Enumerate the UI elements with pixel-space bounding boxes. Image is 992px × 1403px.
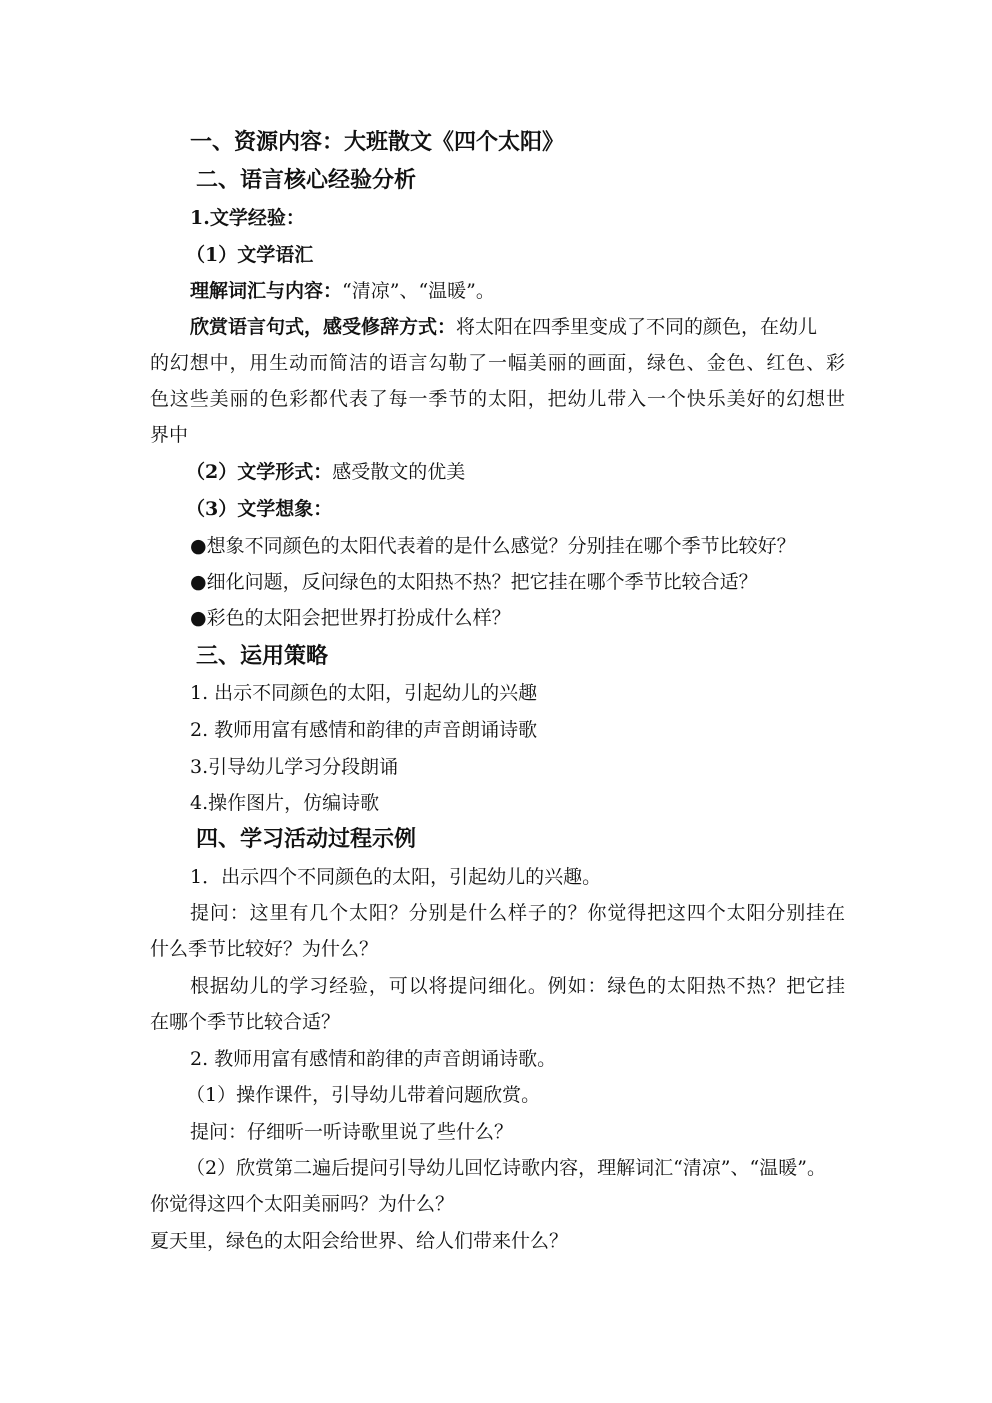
appreciate-line-3: 色这些美丽的色彩都代表了每一季节的太阳，把幼儿带入一个快乐美好的幻想世 bbox=[150, 388, 845, 410]
literary-form-line bbox=[186, 460, 881, 484]
question-1-line-1: 提问：这里有几个太阳？分别是什么样子的？你觉得把这四个太阳分别挂在 bbox=[190, 902, 845, 924]
section-heading-resource: 一、资源内容：大班散文《四个太阳》 bbox=[190, 129, 565, 155]
strategy-item: 2. 教师用富有感情和韵律的声音朗诵诗歌 bbox=[190, 719, 538, 741]
section-heading-analysis: 二、语言核心经验分析 bbox=[196, 167, 417, 193]
appreciate-text-1: 将太阳在四季里变成了不同的颜色，在幼儿 bbox=[456, 316, 818, 338]
literary-imagination-label: （3）文学想象： bbox=[186, 498, 333, 520]
vocabulary-line-text: “清凉”、“温暖”。 bbox=[342, 280, 495, 302]
bullet-item: ●想象不同颜色的太阳代表着的是什么感觉？分别挂在哪个季节比较好？ bbox=[190, 535, 796, 557]
process-step-1: 1．出示四个不同颜色的太阳，引起幼儿的兴趣。 bbox=[190, 866, 602, 888]
sub-step-1: （1）操作课件，引导幼儿带着问题欣赏。 bbox=[186, 1084, 541, 1106]
summer-question: 夏天里，绿色的太阳会给世界、给人们带来什么？ bbox=[150, 1230, 569, 1252]
bullet-item: ●彩色的太阳会把世界打扮成什么样？ bbox=[190, 607, 511, 629]
detail-line-1: 根据幼儿的学习经验，可以将提问细化。例如：绿色的太阳热不热？把它挂 bbox=[190, 975, 845, 997]
strategy-item: 3.引导幼儿学习分段朗诵 bbox=[190, 756, 399, 778]
vocabulary-line-label: 理解词汇与内容： bbox=[190, 280, 343, 302]
sub-step-2-line-2: 你觉得这四个太阳美丽吗？为什么？ bbox=[150, 1193, 455, 1215]
literary-experience-text: 1.文学经验： bbox=[190, 207, 305, 229]
appreciate-line-2: 的幻想中，用生动而简洁的语言勾勒了一幅美丽的画面，绿色、金色、红色、彩 bbox=[150, 352, 845, 374]
section-heading-process: 四、学习活动过程示例 bbox=[196, 826, 417, 852]
appreciate-line-1 bbox=[190, 315, 845, 339]
sub-step-2-line-1: （2）欣赏第二遍后提问引导幼儿回忆诗歌内容，理解词汇“清凉”、“温暖”。 bbox=[186, 1157, 826, 1179]
appreciate-line-4: 界中 bbox=[150, 424, 189, 446]
literary-form-label: （2）文学形式： bbox=[186, 461, 333, 483]
question-2: 提问：仔细听一听诗歌里说了些什么？ bbox=[190, 1121, 514, 1143]
detail-line-2: 在哪个季节比较合适？ bbox=[150, 1011, 341, 1033]
literary-experience-label bbox=[190, 206, 885, 230]
section-heading-strategies: 三、运用策略 bbox=[196, 643, 329, 669]
literary-vocabulary-label: （1）文学语汇 bbox=[186, 244, 314, 266]
appreciate-label: 欣赏语言句式，感受修辞方式： bbox=[190, 316, 457, 338]
strategy-item: 1. 出示不同颜色的太阳，引起幼儿的兴趣 bbox=[190, 682, 538, 704]
process-step-2: 2. 教师用富有感情和韵律的声音朗诵诗歌。 bbox=[190, 1048, 557, 1070]
question-1-line-2: 什么季节比较好？为什么？ bbox=[150, 938, 379, 960]
literary-form-text: 感受散文的优美 bbox=[332, 461, 466, 483]
vocabulary-line bbox=[190, 279, 885, 303]
bullet-item: ●细化问题，反问绿色的太阳热不热？把它挂在哪个季节比较合适？ bbox=[190, 571, 758, 593]
strategy-item: 4.操作图片，仿编诗歌 bbox=[190, 792, 380, 814]
